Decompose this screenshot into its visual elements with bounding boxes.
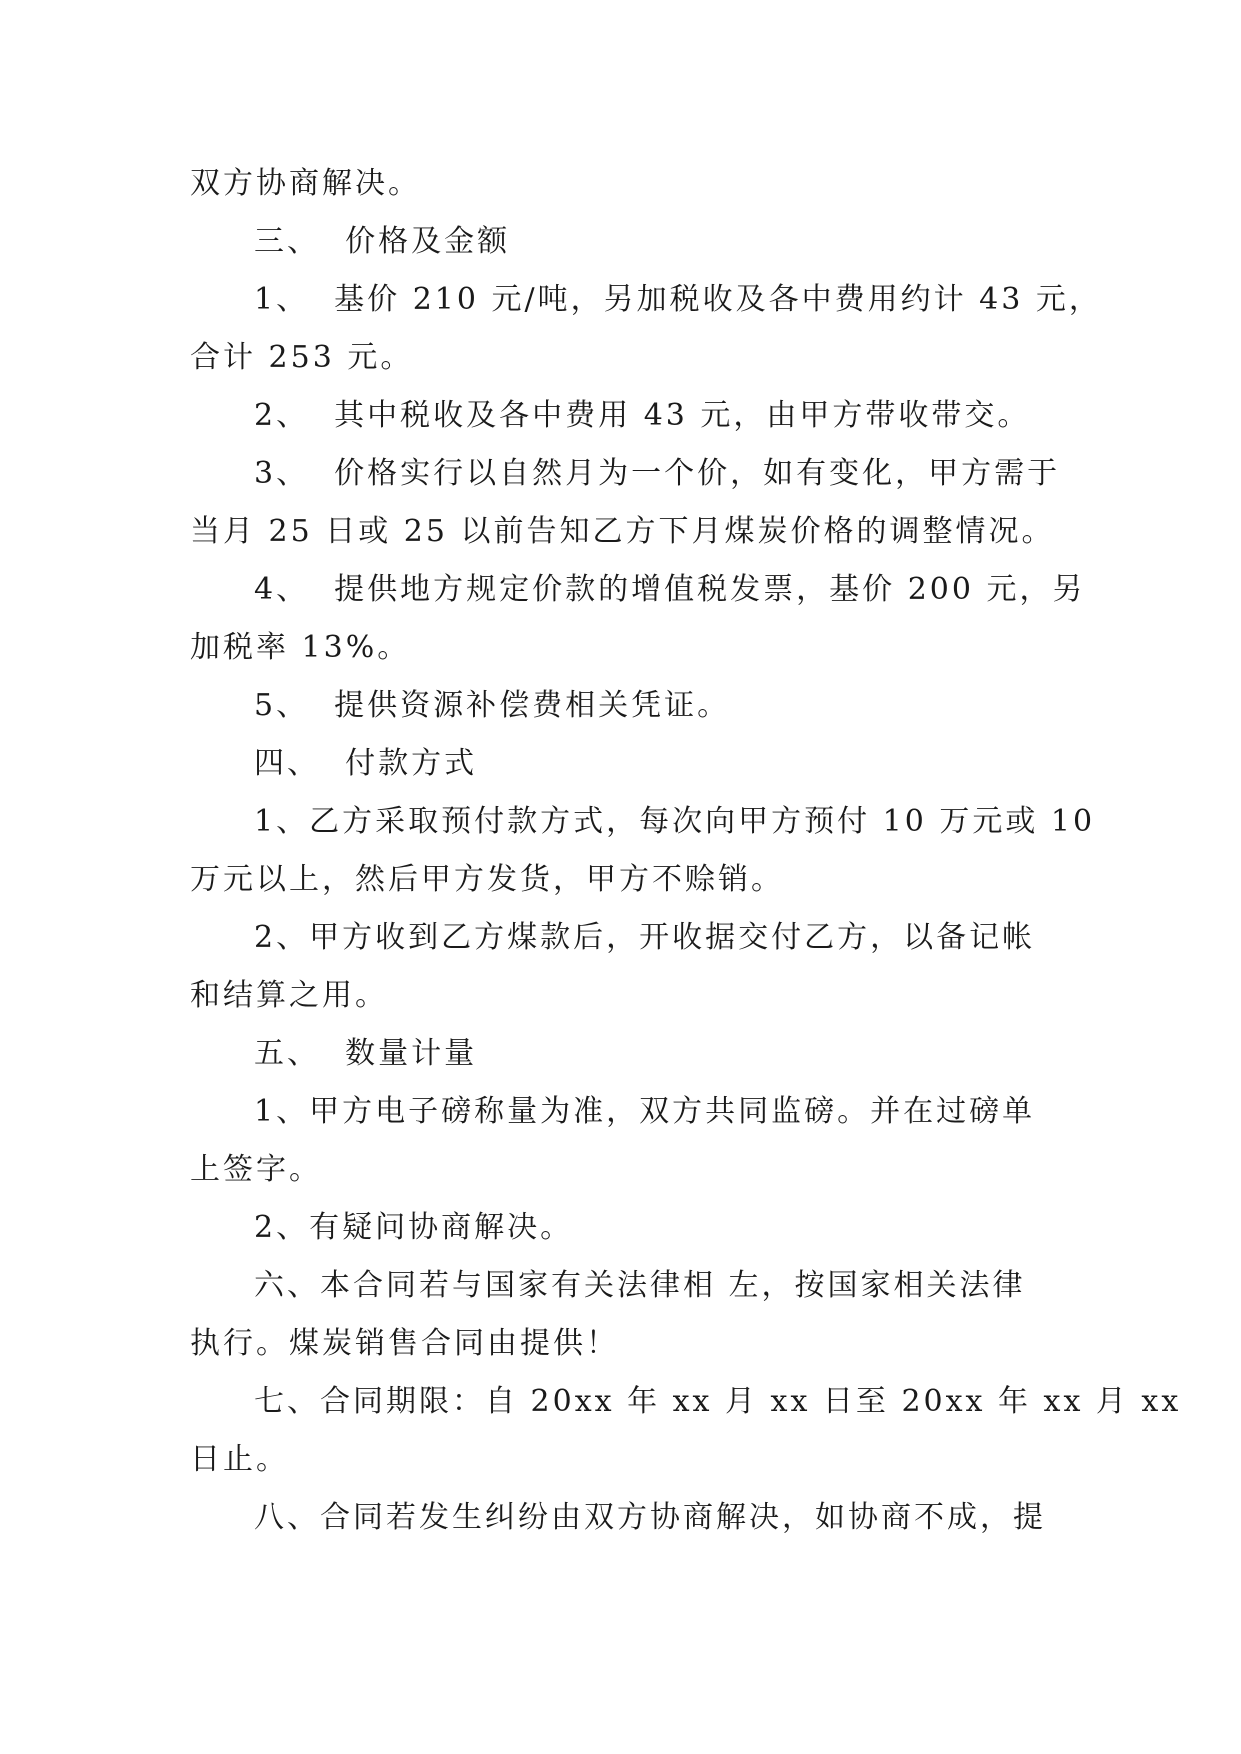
section-heading-quantity: 五、 数量计量 bbox=[254, 1036, 478, 1071]
body-line: 日止。 bbox=[190, 1442, 289, 1477]
clause-line: 5、 提供资源补偿费相关凭证。 bbox=[254, 688, 731, 723]
clause-line: 4、 提供地方规定价款的增值税发票，基价 200 元，另 bbox=[254, 572, 1086, 607]
body-line: 合计 253 元。 bbox=[190, 340, 414, 375]
clause-line: 3、 价格实行以自然月为一个价，如有变化，甲方需于 bbox=[254, 456, 1061, 491]
clause-line: 1、乙方采取预付款方式，每次向甲方预付 10 万元或 10 bbox=[254, 804, 1096, 839]
body-line: 和结算之用。 bbox=[190, 978, 388, 1013]
clause-line: 2、 其中税收及各中费用 43 元，由甲方带收带交。 bbox=[254, 398, 1031, 433]
body-line: 双方协商解决。 bbox=[190, 166, 421, 201]
clause-line-law: 六、本合同若与国家有关法律相 左，按国家相关法律 bbox=[254, 1268, 1026, 1303]
document-body bbox=[190, 155, 1182, 1547]
clause-line-term: 七、合同期限：自 20xx 年 xx 月 xx 日至 20xx 年 xx 月 xx bbox=[254, 1384, 1182, 1419]
body-line: 上签字。 bbox=[190, 1152, 322, 1187]
clause-line: 1、 基价 210 元/吨，另加税收及各中费用约计 43 元， bbox=[254, 282, 1102, 317]
clause-line: 2、有疑问协商解决。 bbox=[254, 1210, 574, 1245]
clause-line-dispute: 八、合同若发生纠纷由双方协商解决，如协商不成，提 bbox=[254, 1500, 1046, 1535]
body-line: 当月 25 日或 25 以前告知乙方下月煤炭价格的调整情况。 bbox=[190, 514, 1055, 549]
clause-line: 2、甲方收到乙方煤款后，开收据交付乙方，以备记帐 bbox=[254, 920, 1036, 955]
clause-line: 1、甲方电子磅称量为准，双方共同监磅。并在过磅单 bbox=[254, 1094, 1036, 1129]
body-line: 执行。煤炭销售合同由提供！ bbox=[190, 1326, 619, 1361]
section-heading-payment: 四、 付款方式 bbox=[254, 746, 478, 781]
body-line: 万元以上，然后甲方发货，甲方不赊销。 bbox=[190, 862, 784, 897]
section-heading-price: 三、 价格及金额 bbox=[254, 224, 511, 259]
body-line: 加税率 13%。 bbox=[190, 630, 411, 665]
